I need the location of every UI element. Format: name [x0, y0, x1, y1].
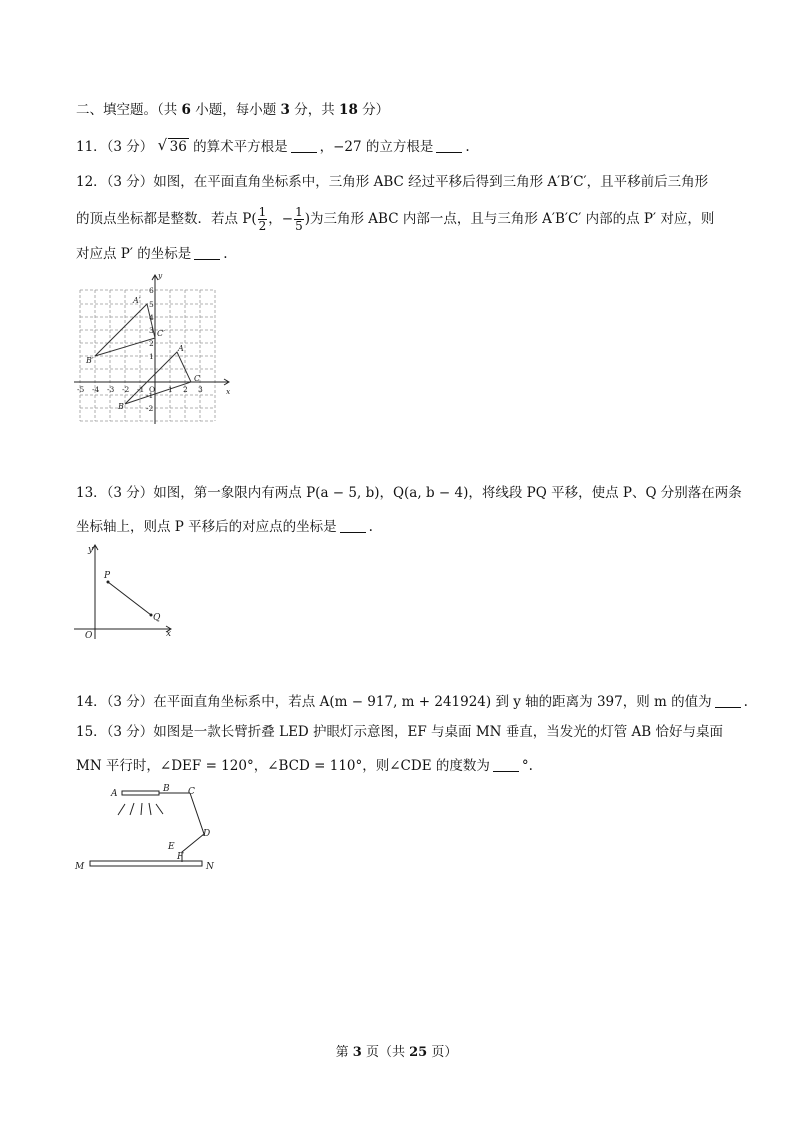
fraction: $\frac{1}{2}$ [258, 205, 267, 233]
fraction: $\frac{1}{5}$ [295, 205, 303, 233]
point-label-c-prime: C′ [157, 329, 165, 338]
point-label-e: E [168, 842, 175, 852]
point-label-c: C [188, 787, 195, 797]
y-tick-label: 3 [149, 326, 154, 335]
point-label-f: F [177, 852, 184, 862]
x-tick-label: -4 [92, 385, 100, 394]
question-12-line1: 12．（3 分）如图，在平面直角坐标系中，三角形 ABC 经过平移后得到三角形 A′B′C′，且平移前后三角形 [76, 174, 709, 190]
point-label-d: D [203, 829, 211, 839]
figure-13-segment-pq [72, 542, 182, 642]
x-tick-label: -1 [137, 385, 145, 394]
question-15-line2: MN 平行时，∠DEF = 120°，∠BCD = 110°，则∠CDE 的度数为 °. [76, 758, 533, 774]
x-tick-label: 2 [183, 385, 188, 394]
y-tick-label: 2 [149, 339, 154, 348]
question-13-line1: 13．（3 分）如图，第一象限内有两点 P(a − 5, b)，Q(a, b − 4)，将线段 PQ 平移，使点 P、Q 分别落在两条 [76, 485, 742, 501]
x-tick-label: -2 [122, 385, 130, 394]
x-axis-label: x [226, 387, 231, 396]
square-root: √ 36 [157, 136, 187, 155]
origin-label: O [149, 385, 156, 394]
figure-15-led-lamp [70, 782, 230, 877]
point-label-b-prime: B′ [86, 356, 94, 365]
question-13-line2: 坐标轴上，则点 P 平移后的对应点的坐标是 . [76, 519, 373, 535]
y-tick-label: 6 [149, 286, 154, 295]
point-label-c: C [194, 374, 201, 383]
y-tick-label: -1 [146, 391, 154, 400]
origin-label: O [85, 631, 93, 641]
figure-12-coordinate-grid [70, 268, 235, 428]
point-label-p: P [104, 571, 111, 581]
y-axis-label: y [158, 271, 163, 280]
y-axis-label: y [88, 545, 94, 555]
x-tick-label: -3 [107, 385, 115, 394]
point-label-b: B [118, 402, 124, 411]
point-label-a-prime: A′ [133, 296, 141, 305]
y-tick-label: -2 [146, 404, 154, 413]
question-12-line3: 对应点 P′ 的坐标是 . [76, 246, 228, 262]
point-label-m: M [75, 862, 85, 872]
section-header: 二、填空题。（共 6 小题，每小题 3 分，共 18 分） [76, 102, 390, 118]
y-tick-label: 5 [149, 300, 154, 309]
point-label-b: B [163, 784, 170, 794]
question-15-line1: 15．（3 分）如图是一款长臂折叠 LED 护眼灯示意图，EF 与桌面 MN 垂直，当发光的灯管 AB 恰好与桌面 [76, 724, 724, 740]
x-tick-label: 3 [198, 385, 203, 394]
x-tick-label: -5 [77, 385, 85, 394]
page-footer: 第 3 页（共 25 页） [335, 1045, 458, 1060]
question-11: 11．（3 分） √ 36 的算术平方根是 ，−27 的立方根是 . [76, 136, 470, 155]
answer-blank[interactable] [715, 693, 741, 708]
answer-blank[interactable] [291, 138, 317, 153]
answer-blank[interactable] [194, 245, 220, 260]
x-tick-label: 1 [168, 385, 173, 394]
point-label-a: A [111, 789, 118, 799]
point-label-a: A [178, 344, 184, 353]
y-tick-label: 4 [149, 313, 154, 322]
question-14: 14．（3 分）在平面直角坐标系中，若点 A(m − 917, m + 241924) 到 y 轴的距离为 397，则 m 的值为 . [76, 694, 748, 710]
point-label-n: N [206, 862, 214, 872]
x-axis-label: x [166, 629, 172, 639]
point-label-q: Q [153, 613, 161, 623]
answer-blank[interactable] [493, 757, 519, 772]
question-12-line2: 的顶点坐标都是整数．若点 P( $\frac{1}{2}$ ，− $\frac{1}{5}$ )为三角形 ABC 内部一点，且与三角形 A′B′C′ 内部的点 P′ 对应，则 [76, 205, 715, 233]
answer-blank[interactable] [436, 138, 462, 153]
answer-blank[interactable] [340, 518, 366, 533]
y-tick-label: 1 [149, 352, 154, 361]
